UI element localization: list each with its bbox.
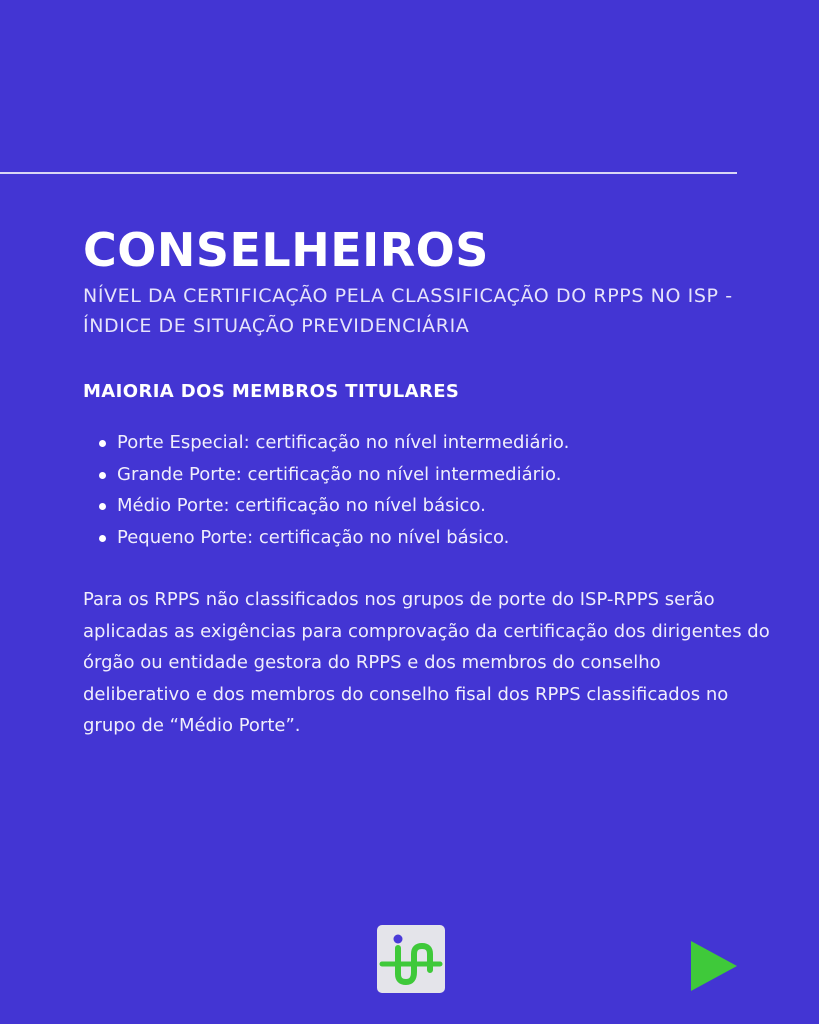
list-item: Grande Porte: certificação no nível intermediário. [95,459,569,491]
section-heading: MAIORIA DOS MEMBROS TITULARES [83,381,460,402]
page-subtitle: NÍVEL DA CERTIFICAÇÃO PELA CLASSIFICAÇÃO DO RPPS NO ISP - ÍNDICE DE SITUAÇÃO PREVIDENCIÁRIA [83,285,733,337]
next-slide-button[interactable] [690,940,738,992]
body-paragraph: Para os RPPS não classificados nos grupos de porte do ISP-RPPS serão aplicadas as exigências para comprovação da certificação dos dirigentes do órgão ou entidade gestora do RPPS e dos membros do conselho deliberativo e dos membros do conselho fisal dos RPPS classificados no grupo de “Médio Porte”. [83,589,770,736]
bullet-list [95,427,569,553]
list-item: Pequeno Porte: certificação no nível básico. [95,522,569,554]
top-divider [0,172,737,174]
list-item: Médio Porte: certificação no nível básico. [95,490,569,522]
brand-logo-icon [376,924,446,994]
list-item: Porte Especial: certificação no nível intermediário. [95,427,569,459]
play-arrow-icon [691,941,737,991]
page-title: CONSELHEIROS [83,223,489,277]
